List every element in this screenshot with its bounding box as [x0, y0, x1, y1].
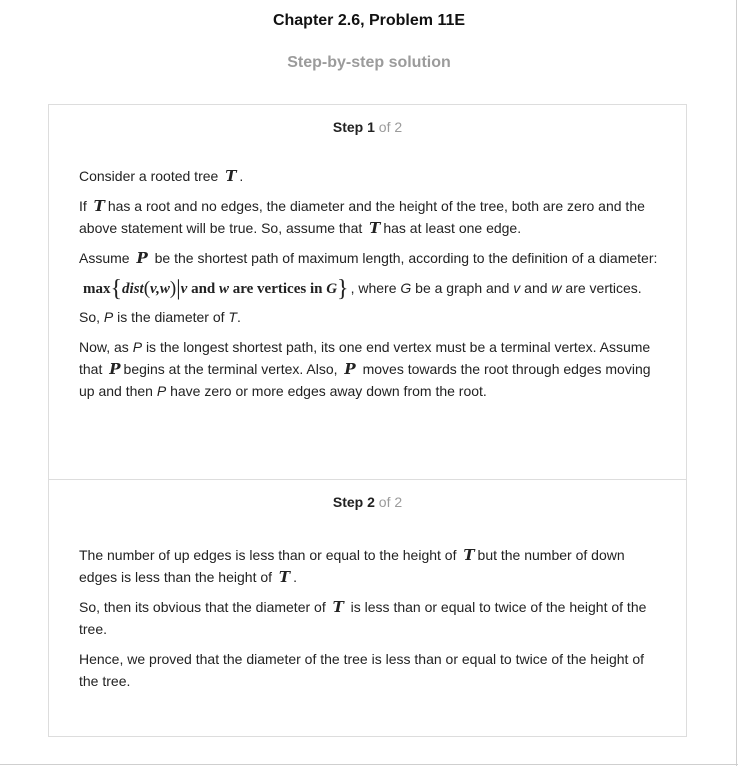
formula-open-paren: (: [143, 278, 151, 299]
diameter-formula: [83, 275, 349, 302]
text: .: [236, 309, 241, 325]
chapter-title: Chapter 2.6, Problem 11E: [272, 12, 466, 29]
step-1-paragraph-5: [79, 306, 661, 328]
formula-are-vertices-in: are vertices in: [232, 281, 323, 297]
text: has at least one edge.: [383, 220, 522, 236]
text: .: [239, 168, 244, 184]
step-2-body: [79, 544, 661, 700]
formula-G: G: [326, 281, 338, 297]
text: are vertices.: [565, 280, 642, 296]
math-var-T: T: [332, 598, 344, 616]
math-var-T: T: [463, 546, 475, 564]
step-2-word: Step: [332, 494, 364, 510]
math-var-w: w: [551, 280, 562, 296]
formula-dist: dist: [122, 281, 144, 297]
steps-container: [48, 104, 687, 737]
step-1-formula-line: [79, 277, 661, 300]
step-1-header: [49, 119, 686, 135]
solution-subtitle: Step-by-step solution: [287, 54, 451, 71]
text: Consider a rooted tree: [79, 168, 219, 184]
formula-close-brace: }: [337, 276, 349, 302]
step-2-header: [49, 494, 686, 510]
text: Now, as: [79, 339, 129, 355]
step-2-total: of 2: [378, 494, 403, 510]
formula-close-paren: ): [169, 278, 177, 299]
math-var-G: G: [400, 280, 412, 296]
text: is less than or equal to twice of the height of the tree.: [79, 599, 647, 637]
text: So, then its obvious that the diameter of: [79, 599, 326, 615]
text: If: [79, 198, 87, 214]
math-var-P: P: [132, 339, 143, 355]
math-var-P: P: [156, 383, 167, 399]
text: Assume: [79, 250, 130, 266]
step-1-paragraph-1: [79, 165, 661, 187]
text: but the number of down edges is less than the height of: [79, 547, 625, 585]
formula-max: max: [83, 281, 111, 297]
math-var-P: P: [136, 249, 148, 267]
step-1-word: Step: [332, 119, 364, 135]
step-2-panel: [49, 479, 686, 737]
text: So,: [79, 309, 101, 325]
text: have zero or more edges away down from the root.: [170, 383, 487, 399]
math-var-T: T: [228, 309, 237, 325]
text: , where: [350, 280, 397, 296]
formula-v: v: [180, 281, 188, 297]
text: .: [293, 569, 297, 585]
math-var-P: P: [344, 360, 356, 378]
formula-bar: |: [176, 275, 181, 300]
step-1-panel: [49, 105, 686, 479]
step-2-paragraph-2: [79, 596, 661, 640]
math-var-P: P: [109, 360, 121, 378]
text: and: [524, 280, 548, 296]
step-1-number: 1: [367, 119, 375, 135]
text: has a root and no edges, the diameter and the height of the tree, both are zero and the above statement will be true. So, assume that: [79, 198, 645, 236]
text: be a graph and: [415, 280, 510, 296]
step-2-paragraph-1: [79, 544, 661, 588]
math-var-T: T: [278, 568, 291, 586]
text: is the longest shortest path, its one end vertex must be a terminal vertex. Assume that: [79, 339, 651, 377]
text: is the diameter of: [117, 309, 225, 325]
text: The number of up edges is less than or equal to the height of: [79, 547, 457, 563]
formula-w: w: [219, 281, 230, 297]
text: moves towards the root through edges moving up and then: [79, 361, 651, 399]
math-var-T: T: [93, 197, 105, 215]
frame-bottom-border: [0, 764, 738, 765]
frame-right-border: [736, 0, 737, 766]
step-1-paragraph-2: [79, 195, 661, 239]
step-1-paragraph-6: [79, 336, 661, 402]
math-var-P: P: [103, 309, 114, 325]
formula-open-brace: {: [110, 276, 123, 302]
math-var-T: T: [369, 219, 381, 237]
step-2-paragraph-3: Hence, we proved that the diameter of the tree is less than or equal to twice of the height of the tree.: [79, 651, 644, 689]
formula-and: and: [191, 281, 216, 297]
formula-args: v,w: [150, 281, 170, 297]
text: be the shortest path of maximum length, according to the definition of a diameter:: [154, 250, 658, 266]
math-var-T: T: [225, 167, 237, 185]
step-1-body: [79, 165, 661, 410]
step-1-paragraph-3: [79, 247, 661, 269]
step-2-number: 2: [367, 494, 375, 510]
math-var-v: v: [513, 280, 521, 296]
text: begins at the terminal vertex. Also,: [123, 361, 338, 377]
step-1-total: of 2: [378, 119, 403, 135]
